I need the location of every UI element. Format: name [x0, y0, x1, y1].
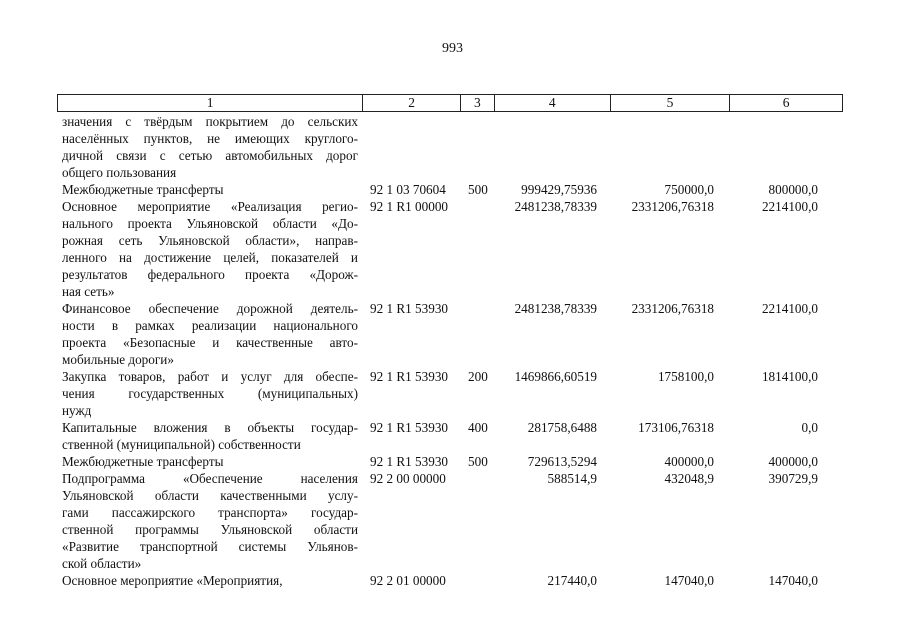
row-description-line: Подпрограмма «Обеспечение населения	[62, 471, 358, 486]
row-description	[62, 470, 358, 572]
row-description-line: ственной программы Ульяновской области	[62, 522, 358, 537]
table-header	[57, 94, 843, 112]
row-description-line: Межбюджетные трансферты	[62, 182, 224, 197]
row-description-line: «Развитие транспортной системы Ульянов-	[62, 539, 358, 554]
header-col-1: 1	[58, 95, 363, 111]
row-description-line: мобильные дороги»	[62, 352, 174, 367]
row-description-line: значения с твёрдым покрытием до сельских	[62, 114, 358, 129]
row-value-col5: 2331206,76318	[631, 301, 714, 316]
table-row	[0, 572, 905, 589]
row-description-line: ная сеть»	[62, 284, 115, 299]
row-value-col6: 1814100,0	[761, 369, 818, 384]
row-value-col6: 2214100,0	[761, 199, 818, 214]
row-description	[62, 181, 358, 198]
row-value-col4: 217440,0	[547, 573, 597, 588]
row-description-line: населённых пунктов, не имеющих круглого-	[62, 131, 358, 146]
row-description	[62, 572, 358, 589]
table-row	[0, 113, 905, 181]
row-code: 92 1 R1 00000	[370, 199, 449, 214]
row-value-col5: 750000,0	[664, 182, 714, 197]
row-description-line: Закупка товаров, работ и услуг для обеспе-	[62, 369, 358, 384]
row-expense-type: 200	[468, 369, 488, 384]
row-value-col4: 1469866,60519	[514, 369, 597, 384]
table-row	[0, 470, 905, 572]
row-value-col5: 147040,0	[664, 573, 714, 588]
row-description	[62, 113, 358, 181]
row-description-line: Финансовое обеспечение дорожной деятель-	[62, 301, 358, 316]
row-value-col6: 800000,0	[768, 182, 818, 197]
row-description-line: общего пользования	[62, 165, 177, 180]
page-number: 993	[442, 41, 463, 56]
row-value-col4: 2481238,78339	[514, 301, 597, 316]
row-description-line: ности в рамках реализации национального	[62, 318, 358, 333]
row-description	[62, 300, 358, 368]
row-code: 92 2 00 00000	[370, 471, 446, 486]
row-description	[62, 419, 358, 453]
row-value-col4: 588514,9	[547, 471, 597, 486]
row-expense-type: 500	[468, 454, 488, 469]
row-description	[62, 198, 358, 300]
row-description-line: ственной (муниципальной) собственности	[62, 437, 301, 452]
row-description-line: нального проекта Ульяновской области «До-	[62, 216, 358, 231]
row-description-line: чения государственных (муниципальных)	[62, 386, 358, 401]
row-value-col4: 281758,6488	[527, 420, 597, 435]
row-value-col6: 147040,0	[768, 573, 818, 588]
row-description-line: рожная сеть Ульяновской области», направ-	[62, 233, 358, 248]
header-col-6: 6	[782, 95, 790, 110]
table-row	[0, 453, 905, 470]
row-code: 92 1 R1 53930	[370, 369, 449, 384]
table-row	[0, 198, 905, 300]
row-value-col6: 400000,0	[768, 454, 818, 469]
row-expense-type: 400	[468, 420, 488, 435]
row-value-col5: 432048,9	[664, 471, 714, 486]
header-col-4: 4	[495, 95, 611, 111]
header-col-3: 3	[461, 95, 495, 111]
row-code: 92 1 R1 53930	[370, 454, 449, 469]
row-description-line: Межбюджетные трансферты	[62, 454, 224, 469]
row-description-line: дичной связи с сетью автомобильных дорог	[62, 148, 358, 163]
row-description-line: нужд	[62, 403, 92, 418]
row-value-col5: 1758100,0	[657, 369, 714, 384]
row-value-col5: 173106,76318	[638, 420, 714, 435]
row-description	[62, 368, 358, 419]
table-body	[0, 113, 905, 589]
row-description-line: Основное мероприятие «Реализация регио-	[62, 199, 358, 214]
row-description-line: результатов федерального проекта «Дорож-	[62, 267, 358, 282]
row-description-line: ленного на достижение целей, показателей и	[62, 250, 358, 265]
row-description-line: ской области»	[62, 556, 142, 571]
table-row	[0, 181, 905, 198]
table-row	[0, 419, 905, 453]
row-value-col6: 2214100,0	[761, 301, 818, 316]
row-code: 92 1 R1 53930	[370, 420, 449, 435]
header-col-5: 5	[611, 95, 731, 111]
row-value-col4: 999429,75936	[521, 182, 597, 197]
row-value-col5: 2331206,76318	[631, 199, 714, 214]
row-code: 92 1 R1 53930	[370, 301, 449, 316]
row-description-line: проекта «Безопасные и качественные авто-	[62, 335, 358, 350]
table-row	[0, 368, 905, 419]
table-row	[0, 300, 905, 368]
row-code: 92 2 01 00000	[370, 573, 446, 588]
row-value-col6: 390729,9	[768, 471, 818, 486]
row-value-col4: 2481238,78339	[514, 199, 597, 214]
row-description-line: Ульяновской области качественными услу-	[62, 488, 358, 503]
row-description-line: гами пассажирского транспорта» государ-	[62, 505, 358, 520]
row-description	[62, 453, 358, 470]
row-description-line: Капитальные вложения в объекты государ-	[62, 420, 358, 435]
row-expense-type: 500	[468, 182, 488, 197]
row-code: 92 1 03 70604	[370, 182, 446, 197]
row-value-col5: 400000,0	[664, 454, 714, 469]
row-value-col4: 729613,5294	[527, 454, 597, 469]
row-description-line: Основное мероприятие «Мероприятия,	[62, 573, 283, 588]
row-value-col6: 0,0	[801, 420, 818, 435]
header-col-2: 2	[363, 95, 461, 111]
